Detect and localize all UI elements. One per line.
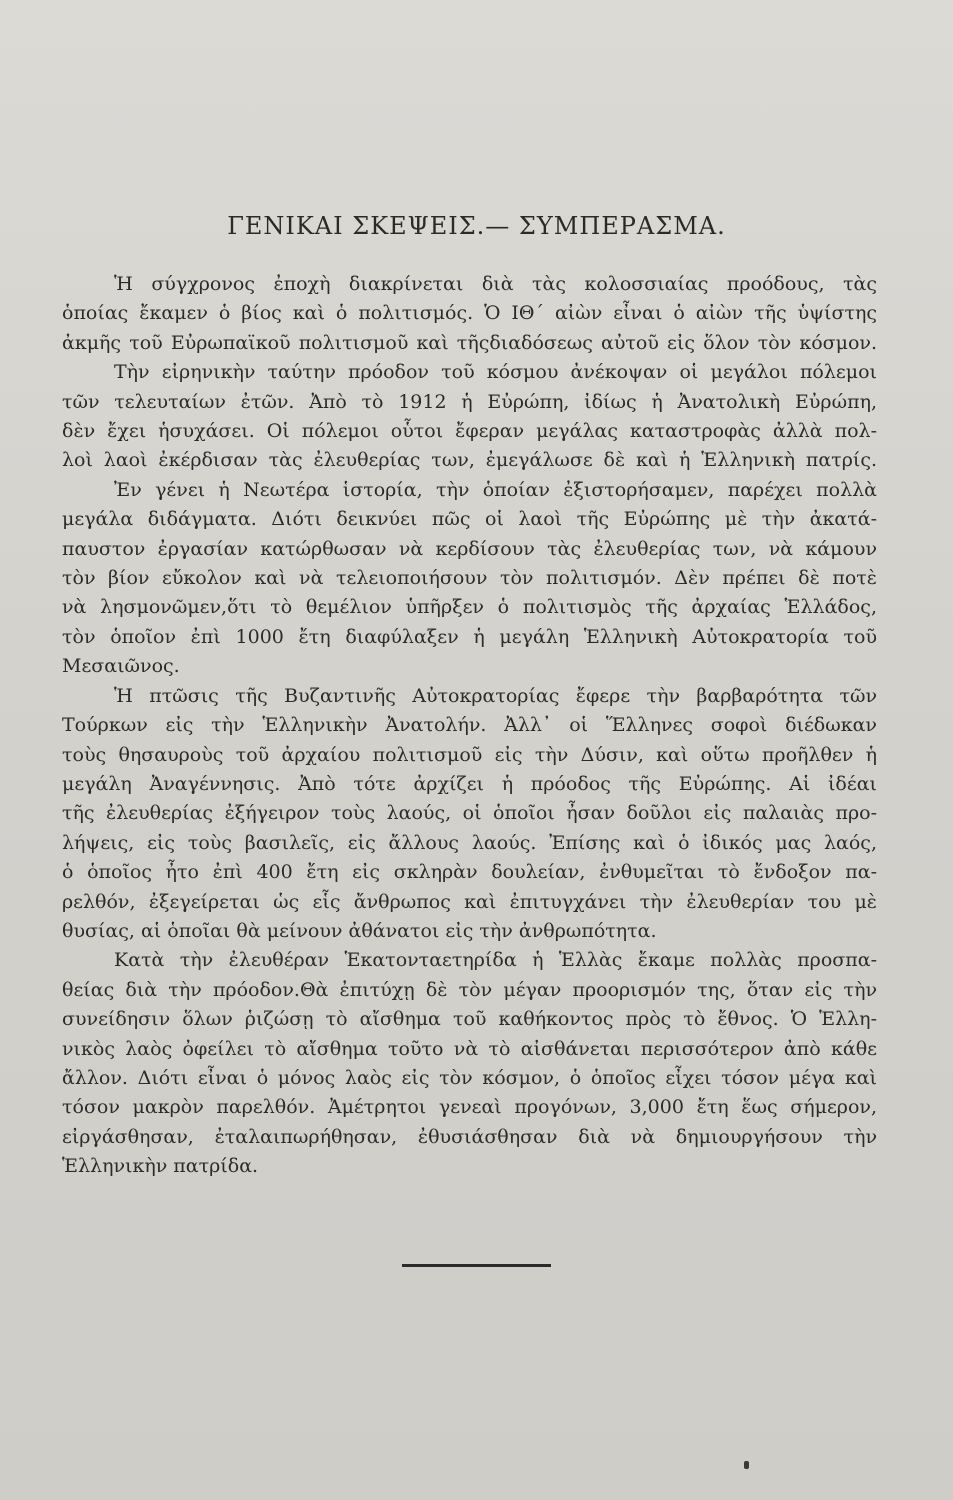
text-line: Ἡ σύγχρονος ἐποχὴ διακρίνεται διὰ τὰς κολοσσιαίας προόδους, τὰς bbox=[114, 273, 877, 295]
text-line: Τούρκων εἰς τὴν Ἑλληνικὴν Ἀνατολήν. Ἀλλ᾽ οἱ Ἕλληνες σοφοὶ διέδωκαν bbox=[62, 714, 877, 737]
body-text bbox=[62, 270, 877, 1182]
text-line: ὁ ὁποῖος ἦτο ἐπὶ 400 ἔτη εἰς σκληρὰν δουλείαν, ἐνθυμεῖται τὸ ἔνδοξον πα- bbox=[62, 861, 877, 884]
text-line: Ἡ πτῶσις τῆς Βυζαντινῆς Αὐτοκρατορίας ἔφερε τὴν βαρβαρότητα τῶν bbox=[114, 684, 877, 707]
text-line: νικὸς λαὸς ὀφείλει τὸ αἴσθημα τοῦτο νὰ τὸ αἰσθάνεται περισσότερον ἀπὸ κάθε bbox=[62, 1037, 877, 1060]
text-line: ἄλλον. Διότι εἶναι ὁ μόνος λαὸς εἰς τὸν κόσμον, ὁ ὁποῖος εἶχει τόσον μέγα καὶ bbox=[62, 1066, 877, 1089]
text-line: Ἐν γένει ἡ Νεωτέρα ἱστορία, τὴν ὁποίαν ἐξιστορήσαμεν, παρέχει πολλὰ bbox=[114, 478, 877, 501]
text-line: εἰργάσθησαν, ἐταλαιπωρήθησαν, ἐθυσιάσθησαν διὰ νὰ δημιουργήσουν τὴν bbox=[62, 1125, 877, 1148]
text-line: Ἑλληνικὴν πατρίδα. bbox=[62, 1155, 259, 1178]
text-line: τῶν τελευταίων ἐτῶν. Ἀπὸ τὸ 1912 ἡ Εὐρώπη, ἰδίως ἡ Ἀνατολικὴ Εὐρώπη, bbox=[62, 390, 877, 413]
text-line: Μεσαιῶνος. bbox=[62, 655, 180, 678]
text-line: μεγάλα διδάγματα. Διότι δεικνύει πῶς οἱ λαοὶ τῆς Εὐρώπης μὲ τὴν ἀκατά- bbox=[62, 508, 877, 531]
text-line: Τὴν εἰρηνικὴν ταύτην πρόοδον τοῦ κόσμου ἀνέκοψαν οἱ μεγάλοι πόλεμοι bbox=[114, 361, 877, 384]
ink-speck bbox=[744, 1461, 749, 1469]
text-line: παυστον ἐργασίαν κατώρθωσαν νὰ κερδίσουν τὰς ἐλευθερίας των, νὰ κάμουν bbox=[62, 537, 877, 560]
text-line: τὸν ὁποῖον ἐπὶ 1000 ἔτη διαφύλαξεν ἡ μεγάλη Ἑλληνικὴ Αὐτοκρατορία τοῦ bbox=[62, 625, 877, 648]
text-line: ἀκμῆς τοῦ Εὐρωπαϊκοῦ πολιτισμοῦ καὶ τῆςδιαδόσεως αὐτοῦ εἰς ὅλον τὸν κόσμον. bbox=[62, 331, 877, 354]
text-line: λοὶ λαοὶ ἐκέρδισαν τὰς ἐλευθερίας των, ἐμεγάλωσε δὲ καὶ ἡ Ἑλληνικὴ πατρίς. bbox=[62, 449, 877, 472]
text-line: ὁποίας ἔκαμεν ὁ βίος καὶ ὁ πολιτισμός. Ὁ ΙΘ΄ αἰὼν εἶναι ὁ αἰὼν τῆς ὑψίστης bbox=[62, 302, 877, 325]
text-line: θείας διὰ τὴν πρόοδον.Θὰ ἐπιτύχῃ δὲ τὸν μέγαν προορισμόν της, ὅταν εἰς τὴν bbox=[62, 978, 877, 1001]
text-line: Κατὰ τὴν ἐλευθέραν Ἑκατονταετηρίδα ἡ Ἑλλὰς ἔκαμε πολλὰς προσπα- bbox=[114, 949, 877, 972]
text-line: τοὺς θησαυροὺς τοῦ ἀρχαίου πολιτισμοῦ εἰς τὴν Δύσιν, καὶ οὕτω προῆλθεν ἡ bbox=[62, 743, 877, 766]
text-line: δὲν ἔχει ἡσυχάσει. Οἱ πόλεμοι οὗτοι ἔφεραν μεγάλας καταστροφὰς ἀλλὰ πολ- bbox=[62, 420, 877, 443]
text-line: τόσον μακρὸν παρελθόν. Ἀμέτρητοι γενεαὶ προγόνων, 3,000 ἔτη ἕως σήμερον, bbox=[62, 1096, 877, 1119]
text-line: θυσίας, αἱ ὁποῖαι θὰ μείνουν ἀθάνατοι εἰς τὴν ἀνθρωπότητα. bbox=[62, 919, 657, 942]
page-title: ΓΕΝΙΚΑΙ ΣΚΕΨΕΙΣ.— ΣΥΜΠΕΡΑΣΜΑ. bbox=[227, 212, 726, 240]
text-line: συνείδησιν ὅλων ῥιζώσῃ τὸ αἴσθημα τοῦ καθήκοντος πρὸς τὸ ἔθνος. Ὁ Ἑλλη- bbox=[62, 1008, 877, 1031]
text-line: μεγάλη Ἀναγέννησις. Ἀπὸ τότε ἀρχίζει ἡ πρόοδος τῆς Εὐρώπης. Αἱ ἰδέαι bbox=[62, 772, 877, 795]
closing-rule bbox=[402, 1264, 551, 1267]
text-line: λήψεις, εἰς τοὺς βασιλεῖς, εἰς ἄλλους λαούς. Ἐπίσης καὶ ὁ ἰδικός μας λαός, bbox=[62, 831, 877, 854]
text-line: ρελθόν, ἐξεγείρεται ὡς εἷς ἄνθρωπος καὶ ἐπιτυγχάνει τὴν ἐλευθερίαν του μὲ bbox=[62, 890, 877, 913]
text-line: τῆς ἐλευθερίας ἐξήγειρον τοὺς λαούς, οἱ ὁποῖοι ἦσαν δοῦλοι εἰς παλαιὰς προ- bbox=[62, 802, 877, 825]
text-line: τὸν βίον εὔκολον καὶ νὰ τελειοποιήσουν τὸν πολιτισμόν. Δὲν πρέπει δὲ ποτὲ bbox=[62, 567, 877, 590]
text-line: νὰ λησμονῶμεν,ὅτι τὸ θεμέλιον ὑπῆρξεν ὁ πολιτισμὸς τῆς ἀρχαίας Ἑλλάδος, bbox=[62, 596, 877, 619]
